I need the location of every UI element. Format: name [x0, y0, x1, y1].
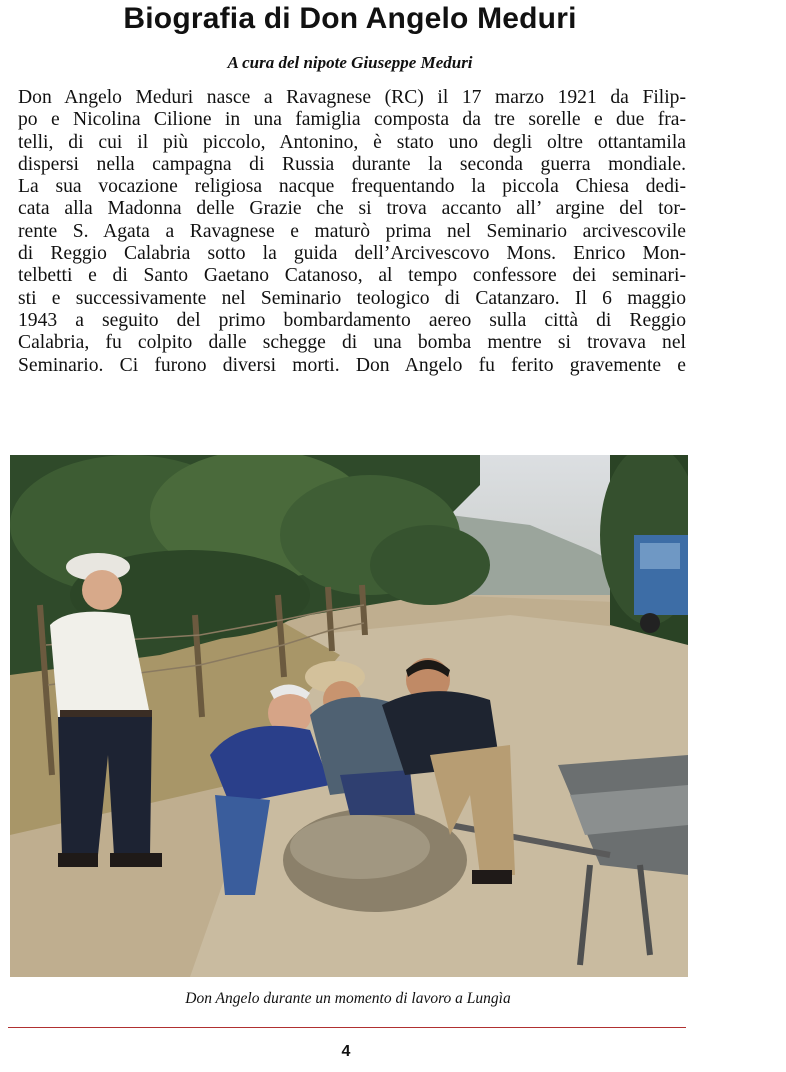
body-line: Don Angelo Meduri nasce a Ravagnese (RC) il 17 marzo 1921 da Filip- [18, 87, 686, 108]
body-line: 1943 a seguito del primo bombardamento aereo sulla città di Reggio [18, 309, 686, 331]
page-title: Biografia di Don Angelo Meduri [123, 2, 577, 35]
author-byline: A cura del nipote Giuseppe Meduri [227, 53, 473, 72]
body-line: Calabria, fu colpito dalle schegge di una bomba mentre si trovava nel [18, 332, 686, 354]
body-line: di Reggio Calabria sotto la guida dell’Arcivescovo Mons. Enrico Mon- [18, 243, 686, 265]
footer-rule [8, 1027, 686, 1028]
body-line: telli, di cui il più piccolo, Antonino, è stato uno degli oltre ottantamila [18, 131, 686, 153]
body-line: La sua vocazione religiosa nacque frequentando la piccola Chiesa dedi- [18, 176, 686, 198]
body-paragraph [18, 87, 686, 377]
body-line: telbetti e di Santo Gaetano Catanoso, al tempo confessore dei seminari- [18, 265, 686, 287]
work-photo [10, 455, 688, 977]
photo-caption: Don Angelo durante un momento di lavoro a Lungìa [185, 990, 511, 1007]
body-line: cata alla Madonna delle Grazie che si trova accanto all’ argine del tor- [18, 198, 686, 220]
body-line: rente S. Agata a Ravagnese e maturò prima nel Seminario arcivescovile [18, 220, 686, 242]
body-line: dispersi nella campagna di Russia durante la seconda guerra mondiale. [18, 153, 686, 175]
page-number: 4 [341, 1043, 351, 1060]
body-line: po e Nicolina Cilione in una famiglia composta da tre sorelle e due fra- [18, 109, 686, 131]
body-line: sti e successivamente nel Seminario teologico di Catanzaro. Il 6 maggio [18, 287, 686, 309]
body-line: Seminario. Ci furono diversi morti. Don Angelo fu ferito gravemente e [18, 354, 686, 376]
